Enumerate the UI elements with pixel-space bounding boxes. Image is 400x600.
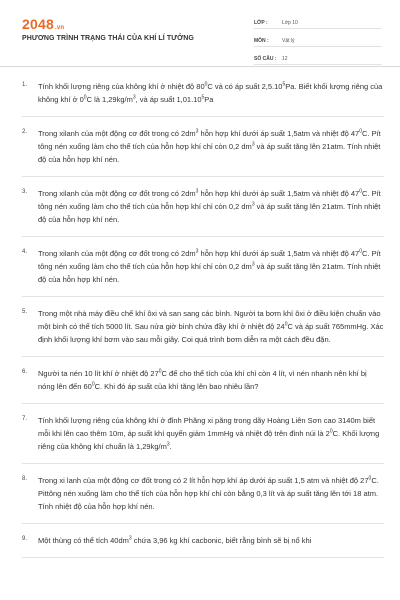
page-header (0, 0, 400, 67)
meta-label: MÔN : (254, 38, 269, 44)
meta-value: Vật lý (282, 38, 295, 44)
question-item (22, 307, 384, 357)
site-logo[interactable] (22, 16, 64, 32)
question-item (22, 80, 384, 117)
meta-value: 12 (282, 56, 288, 62)
logo-main: 2048 (22, 16, 54, 32)
meta-row-class (254, 14, 382, 29)
question-number: 2. (22, 129, 28, 135)
question-text: Tính khối lượng riêng của không khí ở đỉnh Phăng xi păng trong dãy Hoàng Liên Sơn cao 3140m biết mỗi khi lên cao thêm 10m, áp suất khí quyển giảm 1mmHg và nhiệt độ trên đỉnh núi là $2^0C$. Khối lượng riêng của không khí chuẩn là $1,29kg/m^3$. (38, 416, 380, 451)
question-item (22, 534, 384, 558)
meta-label: SỐ CÂU : (254, 56, 277, 62)
meta-row-subject (254, 32, 382, 47)
document-title: PHƯƠNG TRÌNH TRẠNG THÁI CỦA KHÍ LÍ TƯỞNG (22, 35, 194, 42)
meta-row-count (254, 50, 382, 65)
question-text: Trong xilanh của một động cơ đốt trong có $2dm^3$ hỗn hợp khí dưới áp suất 1,5atm và nhiệt độ $47^0C$. Pít tông nén xuống làm cho thể tích của hỗn hợp khí chỉ còn 0,2 $dm^3$ và áp suất tăng lên 21atm. Tính nhiệt độ của hỗn hợp khí nén. (38, 128, 381, 164)
question-number: 3. (22, 189, 28, 195)
question-item (22, 474, 384, 524)
meta-label: LỚP : (254, 20, 268, 26)
question-text: Trong xilanh của một động cơ đốt trong có $2dm^3$ hỗn hợp khí dưới áp suất 1,5atm và nhiệt độ $47^0C$. Pít tông nén xuống làm cho thể tích của hỗn hợp khí chỉ còn 0,2 $dm^3$ và áp suất tăng lên 21atm. Tính nhiệt độ của hỗn hợp khí nén. (38, 188, 381, 224)
document-meta (254, 14, 382, 68)
question-text: Người ta nén 10 lít khí ở nhiệt độ $27^0C$ để cho thể tích của khí chỉ còn 4 lít, vì nén nhanh nên khí bị nóng lên đến $60^0C$. Khi đó áp suất của khí tăng lên bao nhiêu lần? (38, 368, 367, 391)
question-number: 7. (22, 416, 28, 422)
question-number: 8. (22, 476, 28, 482)
meta-value: Lớp 10 (282, 20, 298, 26)
question-number: 9. (22, 536, 28, 542)
question-list (22, 80, 384, 568)
question-number: 6. (22, 369, 28, 375)
question-item (22, 367, 384, 404)
question-text: Tính khối lượng riêng của không khí ở nhiệt độ $80^0C$ và có áp suất 2,5.10$^5$Pa. Biết khối lượng riêng của không khí ở $0^0C$ là $1,29kg/m^3$, và áp suất 1,01.10$^5$Pa (38, 81, 383, 104)
question-text: Trong một nhà máy điều chế khí ôxi và san sang các bình. Người ta bơm khí ôxi ở điều kiện chuẩn vào một bình có thể tích 5000 lít. Sau nửa giờ bình chứa đầy khí ở nhiệt độ $24^0C$ và áp suất 765mmHg. Xác định khối lượng khí bơm vào sau mỗi giây. Coi quá trình bơm diễn ra một cách đều đặn. (38, 309, 384, 344)
logo-suffix: .vn (54, 25, 65, 31)
question-number: 5. (22, 309, 28, 315)
question-text: Trong xilanh của một động cơ đốt trong có $2dm^3$ hỗn hợp khí dưới áp suất 1,5atm và nhiệt độ $47^0C$. Pít tông nén xuống làm cho thể tích của hỗn hợp khí chỉ còn 0,2 $dm^3$ và áp suất tăng lên 21atm. Tính nhiệt độ của hỗn hợp khí nén. (38, 248, 381, 284)
question-item (22, 187, 384, 237)
question-number: 1. (22, 82, 28, 88)
question-number: 4. (22, 249, 28, 255)
question-text: Trong xi lanh của một động cơ đốt trong có 2 lít hỗn hợp khí áp dưới áp suất 1,5 atm và nhiệt độ $27^0C$. Pittông nén xuống làm cho thể tích của hỗn hợp khí chỉ còn bằng 0,3 lít và áp suất tăng lên tới 18 atm. Tính nhiệt độ của hỗn hợp khí nén. (38, 475, 379, 511)
question-item (22, 414, 384, 464)
question-text: Một thùng có thể tích $40dm^3$ chứa 3,96 kg khí cacbonic, biết rằng bình sẽ bị nổ khi (38, 535, 312, 545)
question-item (22, 247, 384, 297)
question-item (22, 127, 384, 177)
